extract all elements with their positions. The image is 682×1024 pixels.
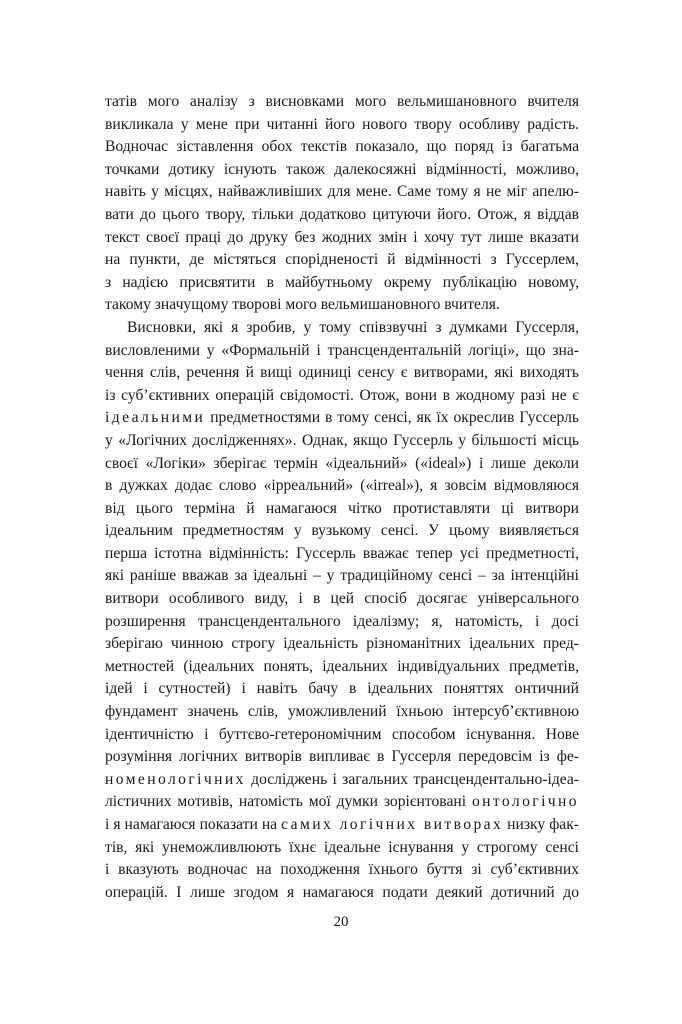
text-line: метностей (ідеальних понять, ідеальних індивідуальних предметів,	[105, 657, 579, 675]
text-line: з надією присвятити в майбутньому окрему публікацію новому,	[105, 273, 579, 291]
spaced-emphasis: ідеальними	[105, 409, 206, 427]
text-line: викликала у мене при читанні його нового твору особливу радість.	[105, 115, 579, 133]
spaced-emphasis: самих логічних витворах	[281, 816, 504, 833]
text-line: висловленими у «Формальній і трансцендентальній логіці», що зна-	[105, 341, 579, 359]
text-line: вати до цього твору, тільки додатково цитуючи його. Отож, я віддав	[105, 205, 579, 223]
text-line: лістичних мотивів, натомість мої думки зорієнтовані онтологічно	[105, 793, 579, 811]
spaced-emphasis: онтологічно	[471, 793, 579, 811]
page-number: 20	[333, 914, 349, 930]
text-line: текст своєї праці до друку без жодних змін і хочу тут лише вказати	[105, 228, 579, 246]
text-line: від цього терміна й намагаюся чітко протиставляти ці витвори	[105, 499, 579, 517]
text-line: фундамент значень слів, уможливлений їхньою інтерсуб’єктивною	[105, 703, 579, 721]
text-line: ідеальним предметностям у вузькому сенсі. У цьому виявляється	[105, 522, 579, 540]
text-line: такому значущому творові мого вельмишановного вчителя.	[105, 296, 500, 314]
text-line: витвори особливого виду, і в цей спосіб досягає універсального	[105, 590, 579, 608]
text-line: перша істотна відмінність: Гуссерль вважає тепер усі предметності,	[105, 544, 579, 562]
text-line: номенологічних досліджень і загальних трансцендентально-ідеа-	[105, 770, 579, 788]
text-line: які раніше вважав за ідеальні – у традиційному сенсі – за інтенційні	[105, 567, 579, 585]
text-line: у «Логічних дослідженнях». Однак, якщо Гуссерль у більшості місць	[105, 431, 579, 449]
text-line: навіть у місцях, найважливіших для мене. Саме тому я не міг апелю-	[105, 183, 579, 201]
text-line: своєї «Логіки» зберігає термін «ідеальний» («ideal») і лише деколи	[105, 454, 579, 472]
text-line: ідеальними предметностями в тому сенсі, як їх окреслив Гуссерль	[105, 409, 579, 427]
text-line: із суб’єктивних операцій свідомості. Отож, вони в жодному разі не є	[105, 386, 579, 404]
text-line: і вказують водночас на походження їхнього буття зі суб’єктивних	[105, 861, 579, 879]
body-text	[105, 91, 579, 904]
spaced-emphasis: номенологічних	[105, 770, 246, 788]
text-line: татів мого аналізу з висновками мого вельмишановного вчителя	[105, 93, 579, 110]
text-line: ідентичністю і буттєво-гетерономічним способом існування. Нове	[105, 725, 579, 743]
text-line: і я намагаюся показати на самих логічних витворах низку фак-	[105, 816, 579, 833]
text-line: операцій. І лише згодом я намагаюся подати деякий дотичний до	[105, 883, 579, 901]
text-line: точками дотику існують також далекосяжні відмінності, можливо,	[105, 160, 579, 178]
text-line: на пункти, де містяться спорідненості й відмінності з Гуссерлем,	[105, 251, 579, 269]
text-line: тів, які унеможливлюють їхнє ідеальне існування у строгому сенсі	[105, 838, 579, 856]
text-line: в дужках додає слово «ірреальний» («irreal»), я зовсім відмовляюся	[105, 477, 579, 495]
text-line: Водночас зіставлення обох текстів показало, що поряд із багатьма	[105, 138, 579, 156]
text-line: розширення трансцендентального ідеалізму; я, натомість, і досі	[105, 612, 579, 630]
text-line: зберігаю чинною строгу ідеальність різноманітних ідеальних пред-	[105, 635, 579, 653]
text-line: Висновки, які я зробив, у тому співзвучні з думками Гуссерля,	[127, 318, 579, 336]
text-line: розуміння логічних витворів випливає в Гуссерля передовсім із фе-	[105, 748, 579, 766]
text-line: чення слів, речення й вищі одиниці сенсу є витворами, які виходять	[105, 364, 579, 382]
text-line: ідей і сутностей) і навіть бачу в ідеальних поняттях онтичний	[105, 680, 579, 698]
